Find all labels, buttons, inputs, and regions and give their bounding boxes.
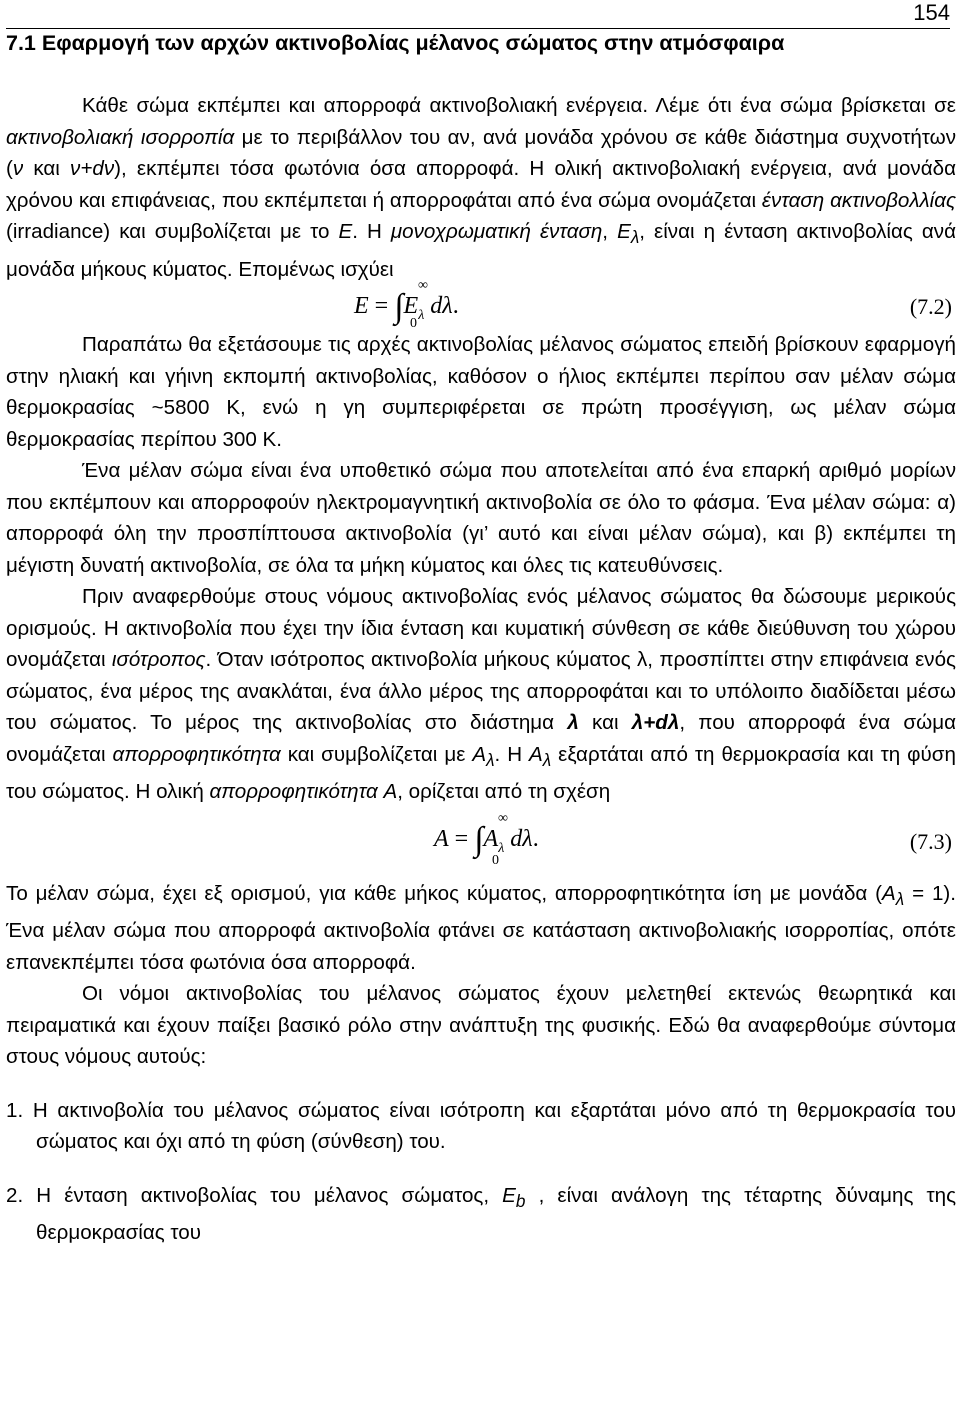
list-item-2: 2. Η ένταση ακτινοβολίας του μέλανος σώματος, $E_b$ , είναι ανάλογη της τέταρτης δύναμης της θερμοκρασίας του (6, 1183, 956, 1245)
paragraph-absorptivity: Πριν αναφερθούμε στους νόμους ακτινοβολίας ενός μέλανος σώματος θα δώσουμε μερικούς ορισμούς. Η ακτινοβολία που έχει την ίδια ένταση και κυματική σύνθεση σε κάθε διεύθυνση του χώρου ονομάζεται ισότροπος. Όταν ισότροπος ακτινοβολία μήκους κύματος λ, προσπίπτει στην επιφάνεια ενός σώματος, ένα μέρος της ανακλάται, ένα άλλο μέρος της απορροφάται και το υπόλοιπο διαδίδεται μέσω του σώματος. Το μέρος της ακτινοβολίας στο διάστημα λ και λ+dλ, που απορροφά ένα σώμα ονομάζεται απορροφητικότητα και συμβολίζεται με $A_\lambda$. Η $A_\lambda$ εξαρτάται από τη θερμοκρασία και τη φύση του σώματος. Η ολική απορροφητικότητα A, ορίζεται από τη σχέση (6, 585, 956, 804)
page-header (6, 0, 956, 62)
paragraph-laws-intro: Οι νόμοι ακτινοβολίας του μέλανος σώματος έχουν μελετηθεί εκτενώς θεωρητικά και πειραματικά και έχουν παίξει βασικό ρόλο στην ανάπτυξη της φυσικής. Εδώ θα αναφερθούμε σύντομα στους νόμους αυτούς: (6, 982, 956, 1069)
equation-number: (7.3) (909, 828, 952, 854)
paragraph-blackbody-definition: Ένα μέλαν σώμα είναι ένα υποθετικό σώμα που αποτελείται από ένα επαρκή αριθμό μορίων που εκπέμπουν και απορροφούν ηλεκτρομαγνητική ακτινοβολία σε όλο το φάσμα. Ένα μέλαν σώμα: α) απορροφά όλη την προσπίπτουσα ακτινοβολία (γι’ αυτό και είναι μέλαν σώμα), και β) εκπέμπει τη μέγιστη δυνατή ακτινοβολία, σε όλα τα μήκη κύματος και όλες τις κατευθύνσεις. (6, 459, 956, 577)
paragraph-sun-earth: Παραπάτω θα εξετάσουμε τις αρχές ακτινοβολίας μέλανος σώματος επειδή βρίσκουν εφαρμογή στην ηλιακή και γήινη εκπομπή ακτινοβολίας, καθόσον ο ήλιος εκπέμπει περίπου σαν μέλαν σώμα θερμοκρασίας ~5800 K, ενώ η γη συμπεριφέρεται σε πρώτη προσέγγιση, ως μέλαν σώμα θερμοκρασίας περίπου 300 K. (6, 333, 956, 451)
section-title: 7.1 Εφαρμογή των αρχών ακτινοβολίας μέλανος σώματος στην ατμόσφαιρα (6, 31, 785, 55)
header-rule (6, 28, 950, 29)
paragraph-irradiance: Κάθε σώμα εκπέμπει και απορροφά ακτινοβολιακή ενέργεια. Λέμε ότι ένα σώμα βρίσκεται σε ακτινοβολιακή ισορροπία με το περιβάλλον του αν, ανά μονάδα χρόνου σε κάθε διάστημα συχνοτήτων (ν και ν+dν), εκπέμπει τόσα φωτόνια όσα απορροφά. Η ολική ακτινοβολιακή ενέργεια, ανά μονάδα χρόνου και επιφάνειας, που εκπέμπεται ή απορροφάται από ένα σώμα ονομάζεται ένταση ακτινοβολλίας (irradiance) και συμβολίζεται με το E. Η μονοχρωματική ένταση, $E_\lambda$, είναι η ένταση ακτινοβολίας ανά μονάδα μήκους κύματος. Επομένως ισχύει (6, 94, 957, 281)
page-number: 154 (913, 0, 950, 25)
document-page (6, 0, 956, 1249)
equation-7-3: $A = \int A_\lambda$ dλ. ∞ 0 (7.3) (434, 810, 952, 868)
equation-number: (7.2) (909, 294, 952, 320)
equation-7-2: $E = \int E_\lambda$ dλ. ∞ 0 (7.2) (354, 278, 952, 332)
list-item-1: 1. Η ακτινοβολία του μέλανος σώματος είναι ισότροπη και εξαρτάται μόνο από τη θερμοκρασία του σώματος και όχι από τη φύση (σύνθεση) του. (6, 1098, 956, 1154)
paragraph-blackbody-unity: Το μέλαν σώμα, έχει εξ ορισμού, για κάθε μήκος κύματος, απορροφητικότητα ίση με μονάδα $(A_\lambda = 1)$. Ένα μέλαν σώμα που απορροφά ακτινοβολία φτάνει σε κατάσταση ακτινοβολιακής ισορροπίας, οπότε επανεκπέμπει τόσα φωτόνια όσα απορροφά. (6, 881, 956, 974)
